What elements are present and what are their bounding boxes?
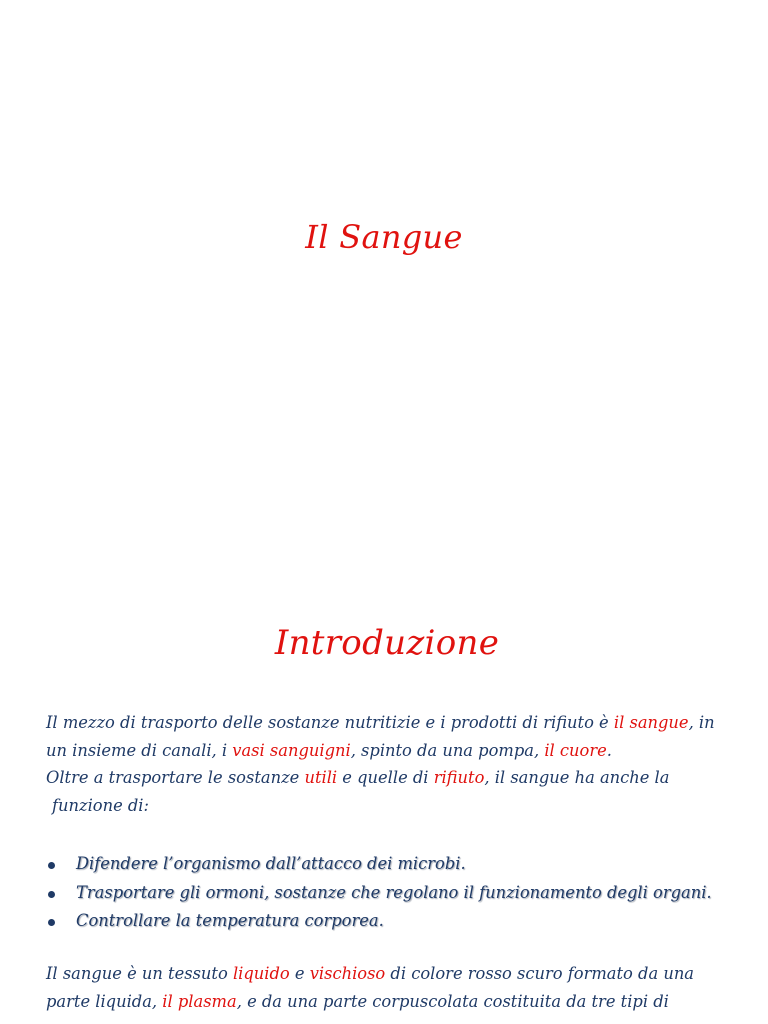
highlight-vischioso: vischioso [309,964,386,983]
list-item-text: Trasportare gli ormoni, sostanze che regolano il funzionamento degli organi. [76,882,712,902]
section-title: Introduzione [274,623,500,663]
intro-text-1: Il mezzo di trasporto delle sostanze nutritizie e i prodotti di rifiuto è [46,713,614,732]
list-item-text: Controllare la temperatura corporea. [76,911,384,930]
function-text-3: , il sangue ha anche la [484,768,670,787]
intro-text-4: . [606,740,612,760]
highlight-rifiuto: rifiuto [433,768,485,787]
list-item [46,879,746,908]
intro-text-3: , spinto da una pompa, [350,740,545,760]
blood-text-3: di colore rosso scuro formato da una parte liquida, [46,964,695,1011]
blood-text-4: , e da una parte corpuscolata costituita da tre tipi di [236,991,669,1011]
bullet-icon [48,862,55,869]
highlight-vasi-sanguigni: vasi sanguigni [232,740,351,760]
highlight-il-sangue: il sangue [613,713,689,732]
slide-title: Il Sangue [305,218,463,256]
highlight-il-plasma: il plasma [162,991,237,1011]
function-text-4: funzione di: [52,795,149,815]
functions-list [46,850,746,936]
bullet-icon [48,919,55,926]
intro-paragraph [46,709,736,819]
function-text-2: e quelle di [337,768,434,787]
intro-text-2: , in un insieme di canali, i [46,713,715,760]
highlight-liquido: liquido [232,964,290,983]
highlight-utili: utili [304,768,338,787]
list-item [46,907,746,936]
blood-text-1: Il sangue è un tessuto [46,964,233,983]
list-item-text: Difendere l’organismo dall’attacco dei microbi. [76,854,466,873]
highlight-il-cuore: il cuore [544,740,607,760]
function-text-1: Oltre a trasportare le sostanze [46,768,305,787]
blood-description-paragraph [46,960,736,1015]
list-item [46,850,746,879]
bullet-icon [48,891,55,898]
blood-text-2: e [289,964,310,983]
